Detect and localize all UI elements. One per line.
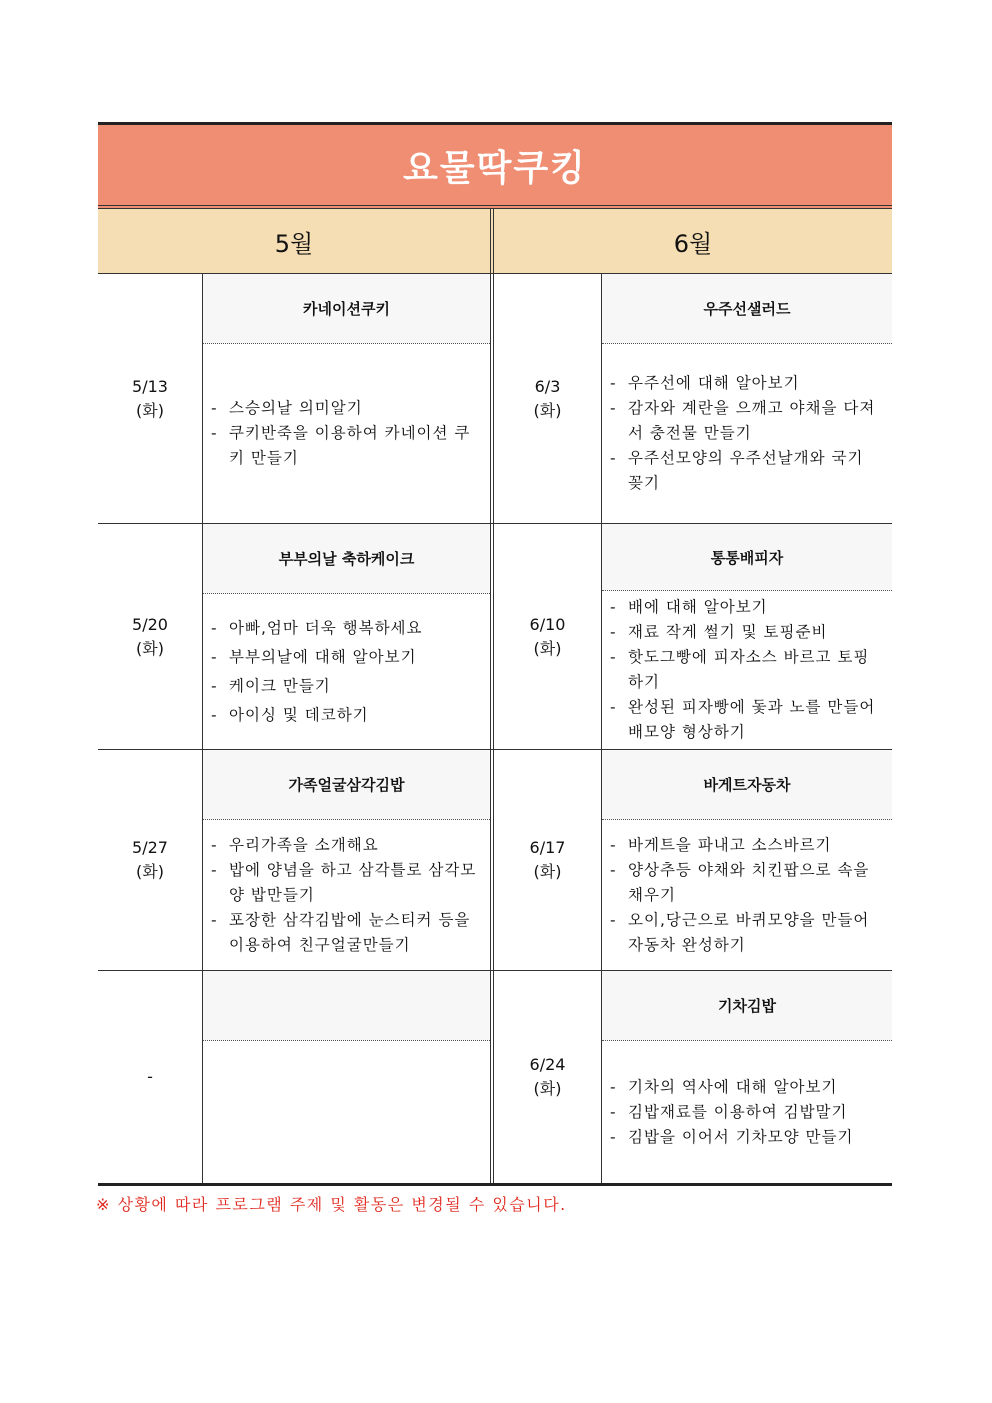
activity xyxy=(203,750,490,970)
activity xyxy=(602,274,892,523)
may-cell xyxy=(98,274,494,523)
activity-title: 기차김밥 xyxy=(602,971,892,1041)
list-item: - 밥에 양념을 하고 삼각틀로 삼각모양 밥만들기 xyxy=(211,860,477,904)
june-cell xyxy=(494,274,892,523)
activity-title: 우주선샐러드 xyxy=(602,274,892,344)
month-june: 6월 xyxy=(673,229,713,258)
activity-list xyxy=(203,344,490,523)
schedule-table xyxy=(98,122,892,1186)
activity xyxy=(203,971,490,1183)
date-cell xyxy=(98,971,203,1183)
june-cell xyxy=(494,750,892,970)
table-row xyxy=(98,274,892,524)
month-may: 5월 xyxy=(98,209,494,273)
activity-list xyxy=(203,820,490,970)
month-header xyxy=(98,209,892,274)
activity-title: 가족얼굴삼각김밥 xyxy=(203,750,490,820)
weekday: (화) xyxy=(136,638,164,658)
list-item: - 포장한 삼각김밥에 눈스티커 등을 이용하여 친구얼굴만들기 xyxy=(211,910,471,954)
table-row xyxy=(98,971,892,1186)
list-item: - 배에 대해 알아보기 xyxy=(610,598,768,616)
list-item: - 우주선모양의 우주선날개와 국기 꽂기 xyxy=(610,449,864,492)
list-item: - 김밥을 이어서 기차모양 만들기 xyxy=(610,1127,854,1146)
date-cell xyxy=(494,750,602,970)
date: 5/13 xyxy=(132,376,168,396)
list-item: - 우주선에 대해 알아보기 xyxy=(610,374,800,392)
list-item: - 양상추등 야채와 치킨팝으로 속을 채우기 xyxy=(610,860,870,904)
list-item: - 부부의날에 대해 알아보기 xyxy=(211,647,417,666)
list-item: - 쿠키반죽을 이용하여 카네이션 쿠키 만들기 xyxy=(211,424,471,467)
activity-title: 카네이션쿠키 xyxy=(203,274,490,344)
weekday: (화) xyxy=(136,862,164,881)
activity xyxy=(203,274,490,523)
date-cell xyxy=(98,750,203,970)
date-cell xyxy=(494,274,602,523)
activity-list xyxy=(602,1041,892,1183)
list-item: - 아이싱 및 데코하기 xyxy=(211,705,369,724)
activity-title: 바게트자동차 xyxy=(602,750,892,820)
page-title: 요물딱쿠킹 xyxy=(98,122,892,209)
weekday: (화) xyxy=(533,400,562,420)
weekday: (화) xyxy=(136,400,164,420)
list-item: - 우리가족을 소개해요 xyxy=(211,835,379,854)
list-item: - 김밥재료를 이용하여 김밥말기 xyxy=(610,1102,848,1121)
activity-list xyxy=(602,820,892,970)
activity-list xyxy=(203,594,490,749)
date-cell xyxy=(494,524,602,749)
june-cell xyxy=(494,971,892,1183)
list-item: - 핫도그빵에 피자소스 바르고 토핑하기 xyxy=(610,648,870,691)
activity-title: 부부의날 축하케이크 xyxy=(203,524,490,594)
list-item: - 기차의 역사에 대해 알아보기 xyxy=(610,1077,838,1096)
activity-title xyxy=(203,971,490,1041)
list-item: - 바게트을 파내고 소스바르기 xyxy=(610,835,832,854)
activity xyxy=(602,750,892,970)
activity-list xyxy=(203,1041,490,1183)
list-item: - 오이,당근으로 바퀴모양을 만들어 자동차 완성하기 xyxy=(610,910,870,954)
date-cell xyxy=(98,274,203,523)
activity xyxy=(602,524,892,749)
list-item: - 감자와 계란을 으깨고 야채을 다져서 충전물 만들기 xyxy=(610,399,876,442)
list-item: - 재료 작게 썰기 및 토핑준비 xyxy=(610,623,828,641)
date: 6/17 xyxy=(529,838,566,857)
list-item: - 아빠,엄마 더욱 행복하세요 xyxy=(211,618,423,637)
may-cell xyxy=(98,524,494,749)
weekday: (화) xyxy=(533,638,562,658)
date-cell xyxy=(98,524,203,749)
date: 6/3 xyxy=(534,376,561,396)
table-row xyxy=(98,750,892,971)
weekday: (화) xyxy=(533,1079,562,1098)
date: 6/10 xyxy=(529,614,566,634)
date-cell xyxy=(494,971,602,1183)
may-cell xyxy=(98,971,494,1183)
activity xyxy=(203,524,490,749)
may-cell xyxy=(98,750,494,970)
table-row xyxy=(98,524,892,750)
date: - xyxy=(147,1067,153,1086)
date: 5/27 xyxy=(132,838,168,857)
june-cell xyxy=(494,524,892,749)
list-item: - 케이크 만들기 xyxy=(211,676,331,695)
activity-list xyxy=(602,344,892,523)
footnote: ※ 상황에 따라 프로그램 주제 및 활동은 변경될 수 있습니다. xyxy=(96,1195,567,1214)
list-item: - 완성된 피자빵에 돛과 노를 만들어 배모양 형상하기 xyxy=(610,698,876,741)
weekday: (화) xyxy=(533,862,562,881)
activity-title: 통통배피자 xyxy=(602,524,892,591)
activity xyxy=(602,971,892,1183)
activity-list xyxy=(602,591,892,749)
date: 6/24 xyxy=(529,1055,566,1074)
list-item: - 스승의날 의미알기 xyxy=(211,399,363,417)
date: 5/20 xyxy=(132,614,168,634)
